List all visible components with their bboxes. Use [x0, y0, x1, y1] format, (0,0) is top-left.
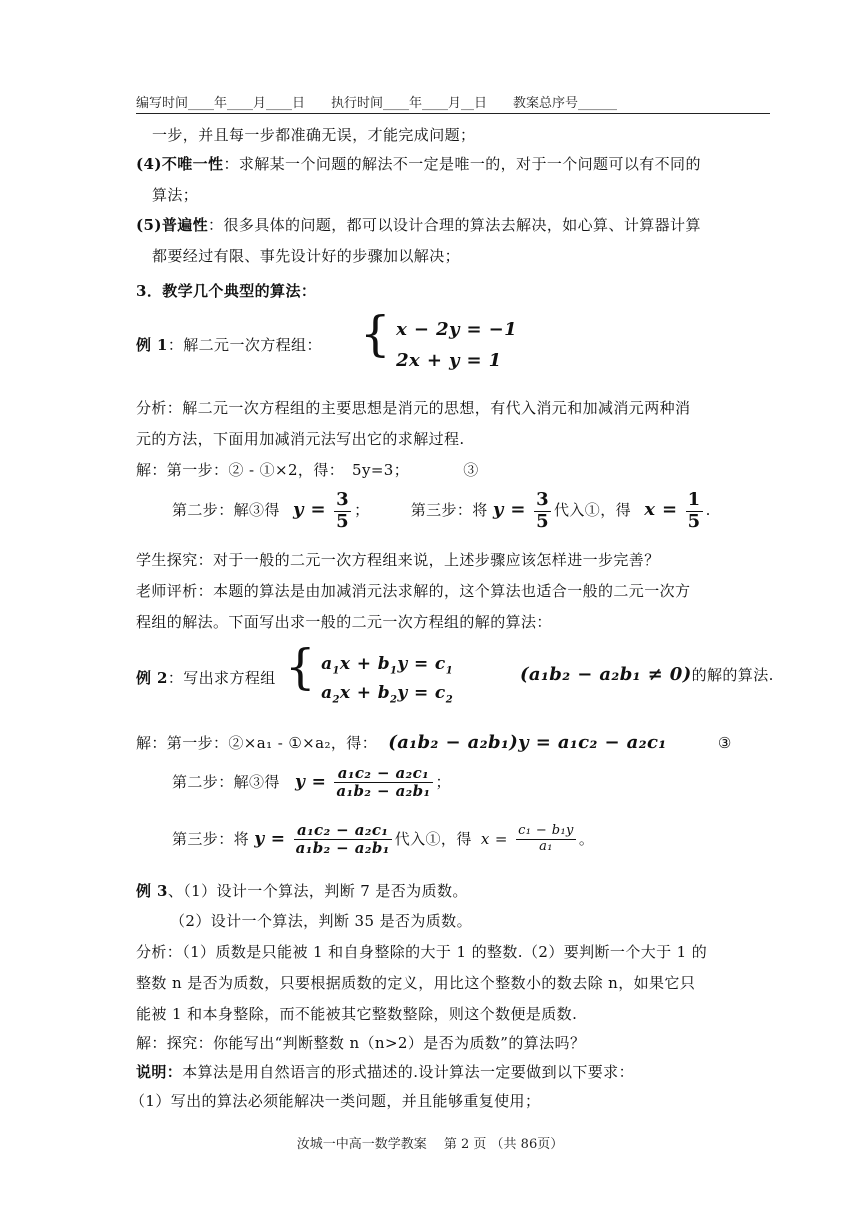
fraction: $\frac{1}{5}$ — [687, 489, 701, 532]
property-4-label: (4)不唯一性 — [136, 155, 224, 173]
example-3-part-2: （2）设计一个算法，判断 35 是否为质数。 — [170, 912, 472, 930]
y-var: y = — [292, 499, 326, 521]
example-2-text: ：写出求方程组 — [167, 669, 276, 687]
analysis-line: 能被 1 和本身整除，而不能被其它整数整除，则这个数便是质数. — [136, 1005, 578, 1023]
header-rule — [136, 113, 770, 114]
analysis-line: 分析：解二元一次方程组的主要思想是消元的思想，有代入消元和加减消元两种消 — [136, 399, 691, 417]
example-3-line — [136, 880, 468, 901]
x-var: x = — [480, 829, 508, 848]
solution-2-step-1: 解：第一步：②×a₁ - ①×a₂，得： (a₁b₂ − a₂b₁)y = a₁c₂ − a₂c₁ ③ — [136, 732, 732, 753]
solution-steps-2-3: 第二步：解③得 y = $\frac{3}{5}$ ； 第三步：将 y = $\frac{3}{5}$ 代入①，得 x = $\frac{1}{5}$ . — [172, 489, 711, 532]
example-2-tail: 的解的算法. — [691, 666, 774, 684]
analysis-line: 整数 n 是否为质数，只要根据质数的定义，用比这个整数小的数去除 n，如果它只 — [136, 974, 696, 992]
teacher-review-cont: 程组的解法。下面写出求一般的二元一次方程组的解的算法： — [136, 613, 552, 631]
note-label: 说明： — [136, 1063, 183, 1081]
property-4-text: ：求解某一个问题的解法不一定是唯一的，对于一个问题可以有不同的 — [223, 155, 701, 173]
analysis-line: 元的方法，下面用加减消元法写出它的求解过程. — [136, 430, 465, 448]
example-1-text: ：解二元一次方程组： — [167, 336, 322, 354]
x-var: x = — [644, 499, 678, 521]
fraction: $\frac{3}{5}$ — [536, 489, 549, 532]
equation-3: (a₁b₂ − a₂b₁)y = a₁c₂ − a₂c₁ — [388, 732, 667, 753]
example-3-label: 例 3 — [136, 882, 168, 900]
example-1-label: 例 1 — [136, 336, 168, 354]
solution-2-step-2: 第二步：解③得 y = $\frac{\text{a₁c₂ − a₂c₁}}{\text{a₁b₂ − a₂b₁}}$ ； — [172, 764, 451, 801]
property-5-text: ：很多具体的问题，都可以设计合理的算法去解决，如心算、计算器计算 — [208, 216, 701, 234]
brace-icon: { — [285, 639, 316, 695]
equation-1: $a_1x + b_1y = c_1$ — [321, 653, 454, 676]
analysis-line: 分析：（1）质数是只能被 1 和自身整除的大于 1 的整数.（2）要判断一个大于 1 的 — [136, 943, 708, 961]
condition: (a₁b₂ − a₂b₁ ≠ 0) — [520, 664, 692, 685]
example-1-label-line — [136, 334, 322, 355]
property-5-label: (5)普遍性 — [136, 216, 209, 234]
property-4 — [136, 153, 701, 174]
example-3-text: 、（1）设计一个算法，判断 7 是否为质数。 — [167, 882, 468, 900]
example-2-label-line — [136, 667, 276, 688]
section-heading: 3．教学几个典型的算法： — [136, 282, 317, 300]
teacher-review: 老师评析：本题的算法是由加减消元法求解的，这个算法也适合一般的二元一次方 — [136, 582, 691, 600]
property-5-cont: 都要经过有限、事先设计好的步骤加以解决； — [152, 247, 461, 265]
student-explore: 学生探究：对于一般的二元一次方程组来说，上述步骤应该怎样进一步完善？ — [136, 551, 660, 569]
y-var: y = — [492, 499, 526, 521]
step-3-label: 第三步：将 — [410, 501, 488, 520]
example-2-condition — [520, 664, 774, 685]
requirement-1: （1）写出的算法必须能解决一类问题，并且能够重复使用； — [130, 1092, 541, 1110]
fraction: $\frac{\text{c₁ − b₁y}}{\text{a₁}}$ — [518, 823, 574, 855]
equation-2: 2x + y = 1 — [396, 350, 502, 371]
example-2-system — [285, 639, 454, 708]
fraction: $\frac{\text{a₁c₂ − a₂c₁}}{\text{a₁b₂ − a₂b₁}}$ — [295, 821, 390, 858]
page-header: 编写时间____年____月____日 执行时间____年____月__日 教案总序号______ — [136, 96, 618, 111]
y-var: y = — [294, 771, 327, 792]
fraction: $\frac{\text{a₁c₂ − a₂c₁}}{\text{a₁b₂ − a₂b₁}}$ — [336, 764, 431, 801]
example-1-system — [360, 306, 518, 377]
equation-1: x − 2y = −1 — [396, 319, 518, 341]
equation-3-mark: ③ — [717, 734, 732, 752]
equation-2: $a_2x + b_2y = c_2$ — [321, 683, 454, 706]
solution-2-step-3: 第三步：将 y = $\frac{\text{a₁c₂ − a₂c₁}}{\text{a₁b₂ − a₂b₁}}$ 代入①，得 x = $\frac{\text{c₁ − b₁y}}{\text{a₁}}$ 。 — [172, 821, 595, 858]
fraction: $\frac{3}{5}$ — [336, 489, 350, 532]
step-2-label: 第二步：解③得 — [172, 501, 280, 520]
brace-icon: { — [360, 306, 391, 362]
property-5 — [136, 214, 701, 235]
property-4-cont: 算法； — [152, 186, 199, 204]
y-var: y = — [254, 828, 286, 849]
solution-3: 解：探究：你能写出“判断整数 n（n>2）是否为质数”的算法吗？ — [136, 1034, 586, 1052]
note-line — [136, 1061, 634, 1082]
example-2-label: 例 2 — [136, 669, 168, 687]
text-line: 一步，并且每一步都准确无误，才能完成问题； — [152, 126, 476, 144]
note-text: 本算法是用自然语言的形式描述的.设计算法一定要做到以下要求： — [182, 1063, 634, 1081]
solution-step-1: 解：第一步：② - ①×2，得： 5y=3； ③ — [136, 461, 479, 479]
page-footer: 汝城一中高一数学教案 第 2 页 （共 86页） — [296, 1137, 564, 1152]
